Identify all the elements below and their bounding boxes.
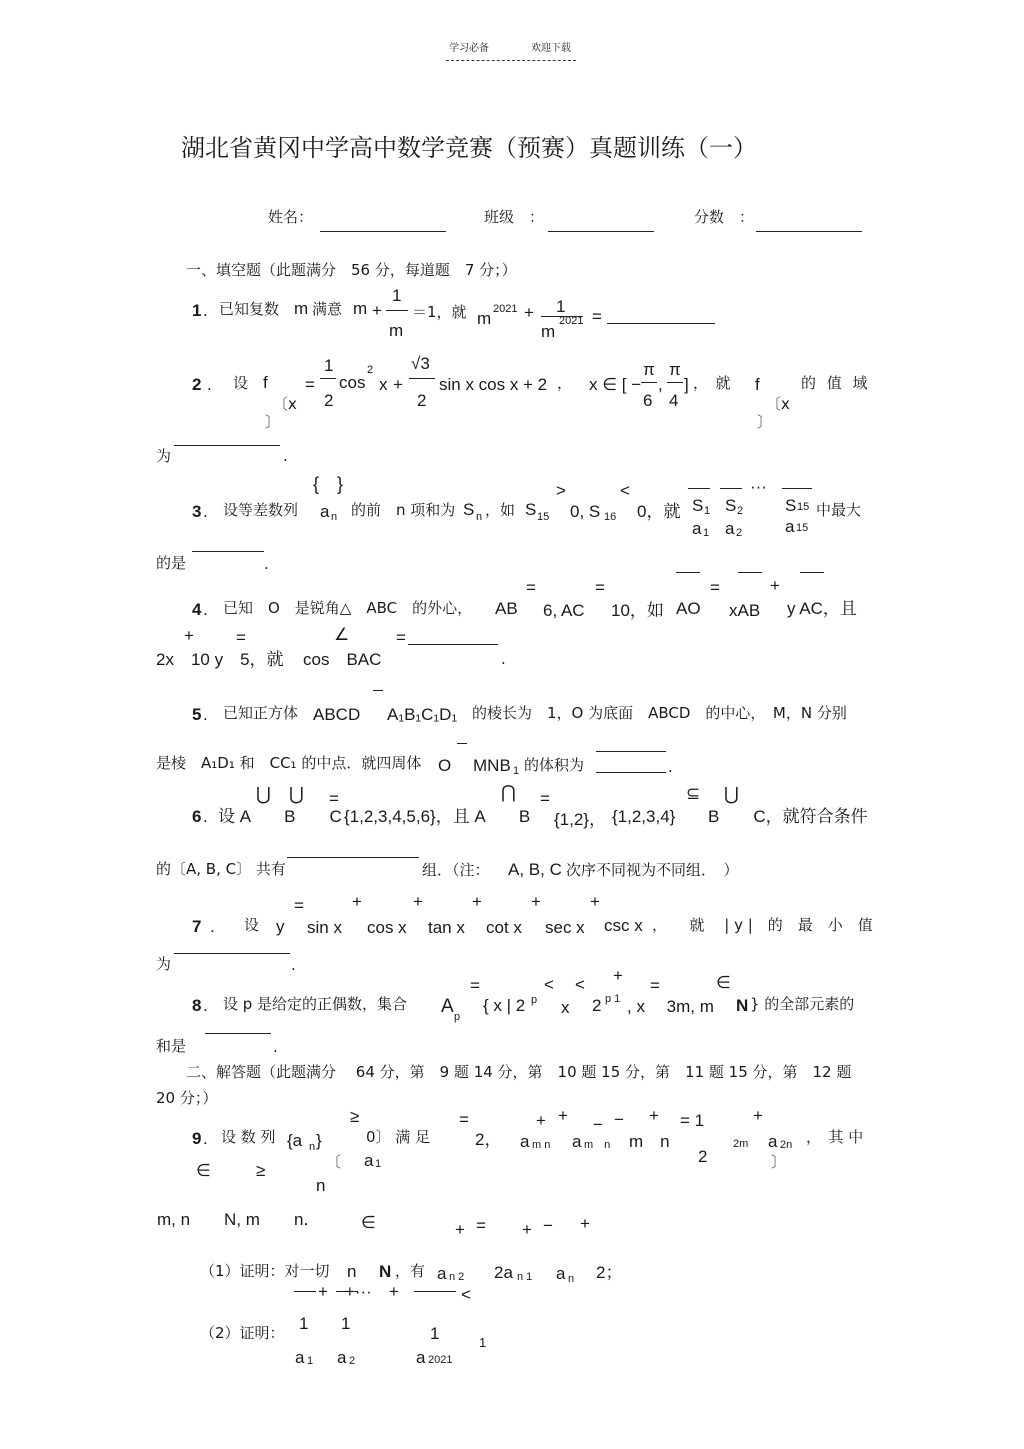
- q3-bar-3: [782, 488, 812, 489]
- q7-number: 7: [192, 917, 202, 936]
- q2-fraction-bar-4: [667, 382, 683, 383]
- q2-fraction-bar: [320, 378, 336, 379]
- q4-vector-bar-2: [738, 572, 762, 573]
- q2-fraction-bar-3: [641, 382, 657, 383]
- section2-heading: 二、解答题（此题满分 64 分，第 9 题 14 分，第 10 题 15 分，第 11 题 15 分，第 12 题: [186, 1063, 852, 1081]
- header-left: 学习必备: [449, 43, 489, 54]
- q2-number: 2: [192, 375, 202, 394]
- q9-fraction-bar-3: [414, 1291, 456, 1292]
- q5-bar-1: [373, 690, 383, 691]
- q5-answer-blank[interactable]: [596, 772, 666, 773]
- q3-bar-2: [720, 488, 742, 489]
- section2-heading-cont: 20 分；）: [156, 1089, 218, 1107]
- q4-number: 4: [192, 600, 202, 619]
- q9-part2-label: （2）证明：: [200, 1324, 285, 1342]
- q4-vector-bar-1: [676, 572, 700, 573]
- name-label: 姓名：: [268, 208, 314, 226]
- name-field[interactable]: [320, 231, 446, 232]
- q2-answer-blank[interactable]: [174, 445, 280, 446]
- q1-fraction-bar: [386, 310, 408, 311]
- q4-answer-blank[interactable]: [408, 644, 498, 645]
- q8-number: 8: [192, 996, 202, 1015]
- header-divider: [446, 60, 576, 61]
- score-label: 分数 ：: [694, 208, 755, 226]
- q2-fraction-bar-2: [409, 378, 435, 379]
- class-field[interactable]: [548, 231, 654, 232]
- q5-answer-blank-top: [596, 751, 666, 752]
- q8-answer-blank[interactable]: [205, 1033, 271, 1034]
- class-label: 班级 ：: [484, 208, 545, 226]
- q5-number: 5: [192, 705, 202, 724]
- q1-answer-blank[interactable]: [607, 323, 715, 324]
- q1-number: 1: [192, 301, 202, 320]
- q9-number: 9: [192, 1129, 202, 1148]
- q3-number: 3: [192, 502, 202, 521]
- q6-number: 6: [192, 807, 202, 826]
- q9-part1-label: （1）证明：对一切: [200, 1262, 330, 1280]
- section1-heading: 一、填空题（此题满分 56 分，每道题 7 分；）: [186, 261, 517, 279]
- q9-fraction-bar-1: [294, 1291, 316, 1292]
- q7-answer-blank[interactable]: [174, 953, 290, 954]
- header-right: 欢迎下载: [531, 43, 571, 54]
- page-title: 湖北省黄冈中学高中数学竞赛（预赛）真题训练（一）: [181, 134, 757, 162]
- q5-bar-2: [457, 743, 467, 744]
- q1-text: 已知复数: [219, 300, 280, 318]
- q4-vector-bar-3: [800, 572, 824, 573]
- q3-answer-blank[interactable]: [192, 551, 264, 552]
- score-field[interactable]: [756, 231, 862, 232]
- q3-bar-1: [688, 488, 710, 489]
- q6-answer-blank[interactable]: [287, 857, 419, 858]
